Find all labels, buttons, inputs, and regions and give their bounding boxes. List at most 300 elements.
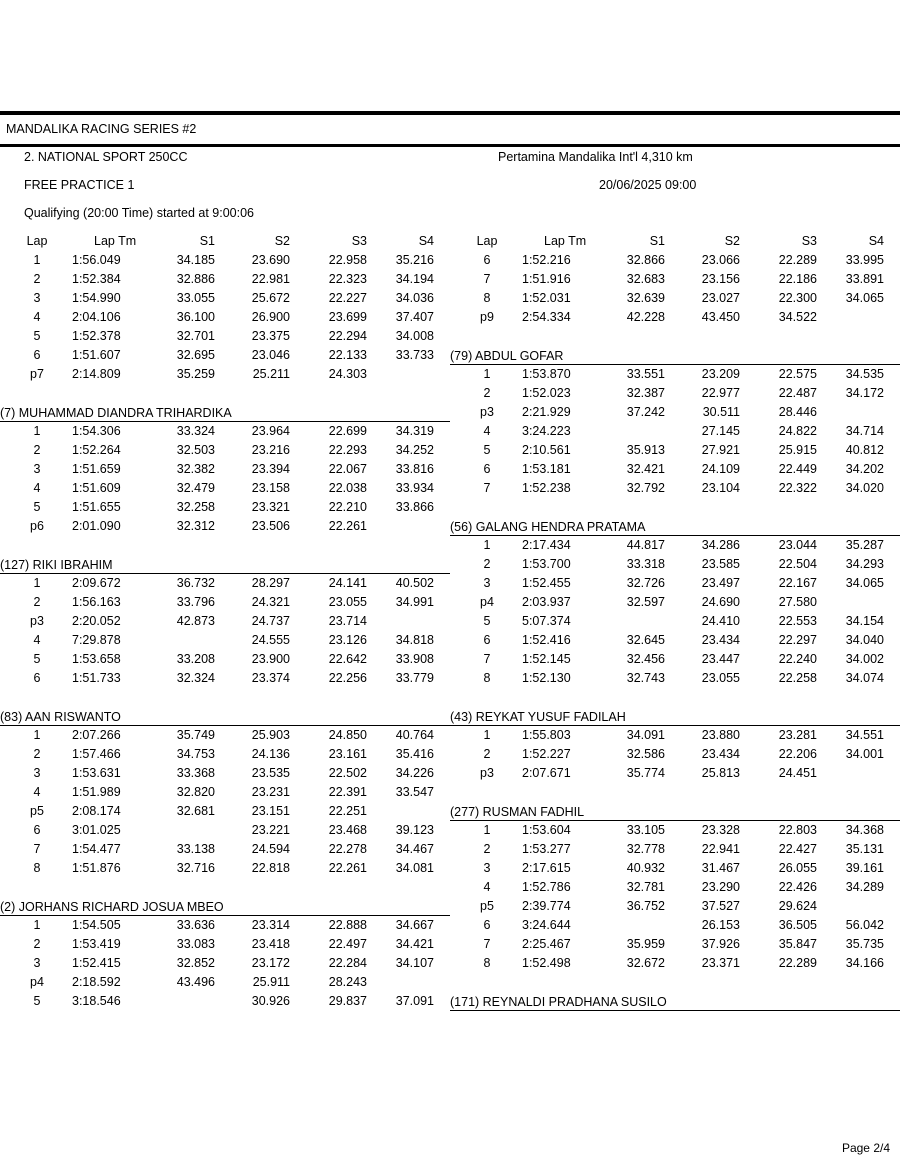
- sector-2: 23.418: [251, 937, 290, 951]
- sector-2: 23.055: [701, 671, 740, 685]
- sector-1: 32.421: [626, 462, 665, 476]
- header-s4: S4: [418, 234, 434, 248]
- lap-time: 2:17.615: [522, 861, 571, 875]
- sector-4: 34.226: [395, 766, 434, 780]
- lap-row: [0, 498, 450, 517]
- lap-time: 1:55.803: [522, 728, 571, 742]
- lap-row: [0, 935, 450, 954]
- sector-2: 23.506: [251, 519, 290, 533]
- lap-number: p5: [30, 804, 44, 818]
- lap-time: 1:51.609: [72, 481, 121, 495]
- sector-3: 22.322: [778, 481, 817, 495]
- lap-time: 1:52.145: [522, 652, 571, 666]
- sector-1: 42.873: [176, 614, 215, 628]
- lap-row: [0, 327, 450, 346]
- lap-row: [0, 992, 450, 1011]
- header-rule: [0, 144, 900, 147]
- sector-1: 32.324: [176, 671, 215, 685]
- session-date-time: 20/06/2025 09:00: [599, 178, 697, 192]
- sector-2: 26.900: [251, 310, 290, 324]
- lap-time: 1:53.631: [72, 766, 121, 780]
- lap-row: [0, 251, 450, 270]
- lap-number: 2: [483, 557, 491, 571]
- sector-3: 22.487: [778, 386, 817, 400]
- sector-1: 44.817: [626, 538, 665, 552]
- sector-1: 40.932: [626, 861, 665, 875]
- sector-1: 33.368: [176, 766, 215, 780]
- header-lap: Lap: [26, 234, 48, 248]
- lap-number: 8: [483, 956, 491, 970]
- sector-4: 34.036: [395, 291, 434, 305]
- rider-name: (277) RUSMAN FADHIL: [450, 805, 585, 819]
- lap-number: 2: [483, 386, 491, 400]
- lap-time: 2:20.052: [72, 614, 121, 628]
- sector-4: 34.194: [395, 272, 434, 286]
- lap-number: p6: [30, 519, 44, 533]
- sector-2: 23.585: [701, 557, 740, 571]
- sector-3: 24.141: [328, 576, 367, 590]
- sector-3: 22.958: [328, 253, 367, 267]
- sector-1: 36.752: [626, 899, 665, 913]
- lap-number: 7: [483, 652, 491, 666]
- sector-3: 22.497: [328, 937, 367, 951]
- lap-time: 1:53.700: [522, 557, 571, 571]
- sector-3: 22.167: [778, 576, 817, 590]
- lap-time: 1:51.989: [72, 785, 121, 799]
- lap-number: 6: [483, 462, 491, 476]
- sector-3: 34.522: [778, 310, 817, 324]
- sector-2: 24.321: [251, 595, 290, 609]
- lap-number: 3: [33, 766, 41, 780]
- column-header: [0, 232, 450, 251]
- lap-row: [0, 802, 450, 821]
- lap-number: 5: [483, 614, 491, 628]
- circuit-name: Pertamina Mandalika Int'l 4,310 km: [498, 150, 693, 164]
- lap-time: 1:53.181: [522, 462, 571, 476]
- lap-row: [450, 935, 900, 954]
- header-s3: S3: [351, 234, 367, 248]
- lap-row: [0, 441, 450, 460]
- sector-3: 22.449: [778, 462, 817, 476]
- sector-3: 22.186: [778, 272, 817, 286]
- lap-number: 8: [483, 291, 491, 305]
- sector-2: 25.911: [252, 975, 290, 989]
- lap-row: [450, 840, 900, 859]
- sector-2: 23.151: [251, 804, 290, 818]
- lap-row: [450, 460, 900, 479]
- lap-time: 1:53.604: [522, 823, 571, 837]
- sector-3: 22.240: [778, 652, 817, 666]
- lap-time: 1:51.876: [72, 861, 121, 875]
- sector-2: 24.410: [701, 614, 740, 628]
- sector-1: 33.208: [176, 652, 215, 666]
- sector-2: 23.434: [701, 747, 740, 761]
- header-s2: S2: [724, 234, 740, 248]
- lap-number: 6: [33, 348, 41, 362]
- sector-3: 23.468: [328, 823, 367, 837]
- sector-4: 34.166: [845, 956, 884, 970]
- sector-4: 56.042: [845, 918, 884, 932]
- sector-2: 23.690: [251, 253, 290, 267]
- lap-row: [450, 897, 900, 916]
- sector-3: 22.502: [328, 766, 367, 780]
- rider-heading: [0, 402, 450, 422]
- sector-4: 35.416: [395, 747, 434, 761]
- sector-2: 23.964: [251, 424, 290, 438]
- sector-3: 22.289: [778, 956, 817, 970]
- sector-4: 34.001: [845, 747, 884, 761]
- lap-number: 3: [483, 576, 491, 590]
- sector-1: 35.774: [626, 766, 665, 780]
- sector-2: 24.109: [701, 462, 740, 476]
- rider-heading: [450, 345, 900, 365]
- lap-row: [0, 726, 450, 745]
- sector-3: 22.427: [778, 842, 817, 856]
- sector-4: 34.818: [395, 633, 434, 647]
- sector-3: 29.837: [328, 994, 367, 1008]
- sector-1: 32.456: [626, 652, 665, 666]
- sector-3: 29.624: [778, 899, 817, 913]
- lap-time: 2:17.434: [522, 538, 571, 552]
- sector-1: 37.242: [626, 405, 665, 419]
- lap-number: 7: [483, 481, 491, 495]
- sector-2: 30.926: [251, 994, 290, 1008]
- lap-row: [450, 574, 900, 593]
- lap-time: 1:52.238: [522, 481, 571, 495]
- sector-1: 32.639: [626, 291, 665, 305]
- lap-row: [450, 365, 900, 384]
- lap-time: 1:51.916: [522, 272, 571, 286]
- sector-3: 22.067: [328, 462, 367, 476]
- sector-4: 33.547: [395, 785, 434, 799]
- lap-number: 3: [33, 462, 41, 476]
- rider-heading: [450, 801, 900, 821]
- lap-number: 4: [33, 481, 41, 495]
- sector-3: 22.323: [328, 272, 367, 286]
- rider-underline: [450, 1010, 900, 1011]
- lap-row: [450, 479, 900, 498]
- sector-3: 22.300: [778, 291, 817, 305]
- lap-row: [450, 764, 900, 783]
- lap-time: 1:54.990: [72, 291, 121, 305]
- sector-4: 34.154: [845, 614, 884, 628]
- lap-number: 7: [33, 842, 41, 856]
- page-number: Page 2/4: [841, 1141, 890, 1155]
- lap-time: 1:52.216: [522, 253, 571, 267]
- lap-number: 2: [33, 272, 41, 286]
- sector-2: 23.216: [251, 443, 290, 457]
- lap-number: 1: [33, 918, 41, 932]
- lap-time: 2:14.809: [72, 367, 121, 381]
- rider-name: (56) GALANG HENDRA PRATAMA: [450, 520, 646, 534]
- sector-2: 25.903: [251, 728, 290, 742]
- lap-row: [0, 574, 450, 593]
- lap-number: 6: [33, 671, 41, 685]
- sector-1: 32.683: [626, 272, 665, 286]
- lap-number: p5: [480, 899, 494, 913]
- sector-4: 34.172: [845, 386, 884, 400]
- lap-row: [450, 669, 900, 688]
- lap-time: 1:52.498: [522, 956, 571, 970]
- lap-row: [0, 859, 450, 878]
- sector-3: 28.243: [328, 975, 367, 989]
- lap-row: [0, 783, 450, 802]
- lap-number: p3: [480, 766, 494, 780]
- sector-4: 34.040: [845, 633, 884, 647]
- sector-3: 35.847: [778, 937, 817, 951]
- rider-name: (127) RIKI IBRAHIM: [0, 558, 113, 572]
- sector-2: 23.172: [251, 956, 290, 970]
- sector-1: 32.503: [176, 443, 215, 457]
- lap-row: [450, 631, 900, 650]
- sector-4: 34.293: [845, 557, 884, 571]
- lap-number: 5: [33, 500, 41, 514]
- sector-3: 22.251: [328, 804, 367, 818]
- sector-1: 35.749: [176, 728, 215, 742]
- sector-1: 32.778: [626, 842, 665, 856]
- sector-4: 37.091: [395, 994, 434, 1008]
- sector-2: 23.434: [701, 633, 740, 647]
- sector-3: 22.284: [328, 956, 367, 970]
- sector-2: 37.926: [701, 937, 740, 951]
- lap-row: [450, 270, 900, 289]
- lap-number: 4: [33, 785, 41, 799]
- lap-time: 2:04.106: [72, 310, 121, 324]
- lap-time: 1:52.130: [522, 671, 571, 685]
- sector-1: 32.672: [626, 956, 665, 970]
- lap-number: 3: [33, 291, 41, 305]
- lap-time: 1:52.023: [522, 386, 571, 400]
- lap-time: 1:54.505: [72, 918, 121, 932]
- sector-4: 34.065: [845, 576, 884, 590]
- lap-row: [450, 251, 900, 270]
- sector-3: 23.161: [328, 747, 367, 761]
- sector-3: 22.210: [328, 500, 367, 514]
- lap-row: [450, 726, 900, 745]
- sector-4: 34.020: [845, 481, 884, 495]
- lap-row: [0, 612, 450, 631]
- sector-2: 23.371: [701, 956, 740, 970]
- top-rule: [0, 111, 900, 115]
- sector-2: 23.447: [701, 652, 740, 666]
- sector-1: 32.586: [626, 747, 665, 761]
- sector-2: 23.156: [701, 272, 740, 286]
- sector-3: 24.850: [328, 728, 367, 742]
- sector-3: 24.303: [328, 367, 367, 381]
- sector-2: 23.394: [251, 462, 290, 476]
- sector-1: 32.258: [176, 500, 215, 514]
- sector-2: 23.497: [701, 576, 740, 590]
- lap-row: [450, 859, 900, 878]
- lap-time: 1:53.870: [522, 367, 571, 381]
- sector-3: 22.553: [778, 614, 817, 628]
- lap-time: 1:52.415: [72, 956, 121, 970]
- sector-4: 34.252: [395, 443, 434, 457]
- lap-row: [450, 954, 900, 973]
- lap-number: 2: [483, 747, 491, 761]
- lap-number: 8: [33, 861, 41, 875]
- lap-time: 3:24.223: [522, 424, 571, 438]
- sector-3: 22.278: [328, 842, 367, 856]
- rider-name: (79) ABDUL GOFAR: [450, 349, 564, 363]
- lap-row: [450, 821, 900, 840]
- sector-1: 32.387: [626, 386, 665, 400]
- lap-time: 1:56.049: [72, 253, 121, 267]
- sector-4: 33.908: [395, 652, 434, 666]
- rider-name: (171) REYNALDI PRADHANA SUSILO: [450, 995, 667, 1009]
- class-name: 2. NATIONAL SPORT 250CC: [24, 150, 188, 164]
- lap-number: 2: [33, 443, 41, 457]
- lap-number: p4: [480, 595, 494, 609]
- lap-time: 3:01.025: [72, 823, 121, 837]
- sector-2: 24.555: [251, 633, 290, 647]
- lap-row: [0, 973, 450, 992]
- lap-row: [450, 745, 900, 764]
- sector-4: 35.287: [845, 538, 884, 552]
- sector-3: 22.256: [328, 671, 367, 685]
- sector-2: 34.286: [701, 538, 740, 552]
- header-s1: S1: [649, 234, 665, 248]
- lap-number: 3: [33, 956, 41, 970]
- lap-row: [0, 669, 450, 688]
- rider-name: (2) JORHANS RICHARD JOSUA MBEO: [0, 900, 224, 914]
- sector-4: 33.733: [395, 348, 434, 362]
- sector-1: 32.382: [176, 462, 215, 476]
- sector-4: 34.074: [845, 671, 884, 685]
- lap-time: 1:52.416: [522, 633, 571, 647]
- sector-1: 32.645: [626, 633, 665, 647]
- column-header: [450, 232, 900, 251]
- sector-2: 23.375: [251, 329, 290, 343]
- sector-1: 32.852: [176, 956, 215, 970]
- sector-2: 26.153: [701, 918, 740, 932]
- sector-3: 22.258: [778, 671, 817, 685]
- sector-3: 24.822: [778, 424, 817, 438]
- lap-number: 1: [483, 367, 491, 381]
- lap-number: 5: [33, 329, 41, 343]
- lap-number: 4: [33, 633, 41, 647]
- lap-time: 2:21.929: [522, 405, 571, 419]
- sector-1: 33.105: [626, 823, 665, 837]
- sector-1: 33.055: [176, 291, 215, 305]
- lap-row: [450, 384, 900, 403]
- header-lap: Lap: [476, 234, 498, 248]
- lap-row: [450, 916, 900, 935]
- lap-time: 2:09.672: [72, 576, 121, 590]
- sector-2: 24.594: [251, 842, 290, 856]
- sector-1: 34.753: [176, 747, 215, 761]
- lap-time: 1:52.264: [72, 443, 121, 457]
- lap-number: 1: [33, 253, 41, 267]
- sector-4: 39.123: [395, 823, 434, 837]
- lap-time: 1:52.031: [522, 291, 571, 305]
- sector-3: 23.699: [328, 310, 367, 324]
- sector-2: 23.900: [251, 652, 290, 666]
- sector-1: 33.138: [176, 842, 215, 856]
- lap-number: 4: [483, 424, 491, 438]
- sector-4: 33.779: [395, 671, 434, 685]
- lap-number: 1: [483, 538, 491, 552]
- lap-number: 1: [33, 576, 41, 590]
- lap-time: 1:53.658: [72, 652, 121, 666]
- lap-row: [0, 745, 450, 764]
- sector-4: 35.216: [395, 253, 434, 267]
- lap-time: 1:51.607: [72, 348, 121, 362]
- sector-4: 33.816: [395, 462, 434, 476]
- lap-row: [0, 764, 450, 783]
- lap-time: 2:07.266: [72, 728, 121, 742]
- header-s1: S1: [199, 234, 215, 248]
- lap-time: 1:52.786: [522, 880, 571, 894]
- lap-time: 1:56.163: [72, 595, 121, 609]
- sector-4: 35.131: [845, 842, 884, 856]
- sector-2: 23.046: [251, 348, 290, 362]
- lap-row: [0, 346, 450, 365]
- lap-row: [0, 479, 450, 498]
- header-lap-time: Lap Tm: [94, 234, 137, 248]
- sector-3: 36.505: [778, 918, 817, 932]
- sector-1: 33.324: [176, 424, 215, 438]
- sector-2: 28.297: [251, 576, 290, 590]
- sector-1: 33.083: [176, 937, 215, 951]
- sector-3: 22.297: [778, 633, 817, 647]
- sector-4: 34.551: [845, 728, 884, 742]
- lap-row: [0, 840, 450, 859]
- lap-number: 7: [483, 272, 491, 286]
- sector-2: 37.527: [701, 899, 740, 913]
- sector-2: 23.066: [701, 253, 740, 267]
- sector-1: 32.681: [176, 804, 215, 818]
- sector-2: 22.977: [701, 386, 740, 400]
- lap-row: [0, 422, 450, 441]
- header-s2: S2: [274, 234, 290, 248]
- lap-row: [450, 612, 900, 631]
- sector-4: 34.991: [395, 595, 434, 609]
- sector-1: 32.886: [176, 272, 215, 286]
- sector-4: 34.107: [395, 956, 434, 970]
- sector-3: 22.803: [778, 823, 817, 837]
- sector-3: 23.281: [778, 728, 817, 742]
- sector-4: 34.202: [845, 462, 884, 476]
- lap-row: [450, 441, 900, 460]
- lap-number: 3: [483, 861, 491, 875]
- sector-1: 32.792: [626, 481, 665, 495]
- lap-row: [0, 821, 450, 840]
- sector-2: 23.027: [701, 291, 740, 305]
- lap-row: [0, 593, 450, 612]
- sector-2: 23.321: [251, 500, 290, 514]
- sector-4: 33.934: [395, 481, 434, 495]
- lap-time: 1:52.227: [522, 747, 571, 761]
- lap-time: 1:54.306: [72, 424, 121, 438]
- sector-3: 22.426: [778, 880, 817, 894]
- sector-2: 22.981: [251, 272, 290, 286]
- lap-time: 2:39.774: [522, 899, 571, 913]
- lap-time: 2:54.334: [522, 310, 571, 324]
- lap-time: 1:54.477: [72, 842, 121, 856]
- sector-4: 34.081: [395, 861, 434, 875]
- rider-heading: [450, 991, 900, 1011]
- sector-1: 32.479: [176, 481, 215, 495]
- sector-1: 33.318: [626, 557, 665, 571]
- sector-4: 34.368: [845, 823, 884, 837]
- sector-4: 34.289: [845, 880, 884, 894]
- lap-number: 4: [33, 310, 41, 324]
- sector-2: 23.221: [251, 823, 290, 837]
- lap-time: 2:01.090: [72, 519, 121, 533]
- sector-3: 22.888: [328, 918, 367, 932]
- sector-1: 32.695: [176, 348, 215, 362]
